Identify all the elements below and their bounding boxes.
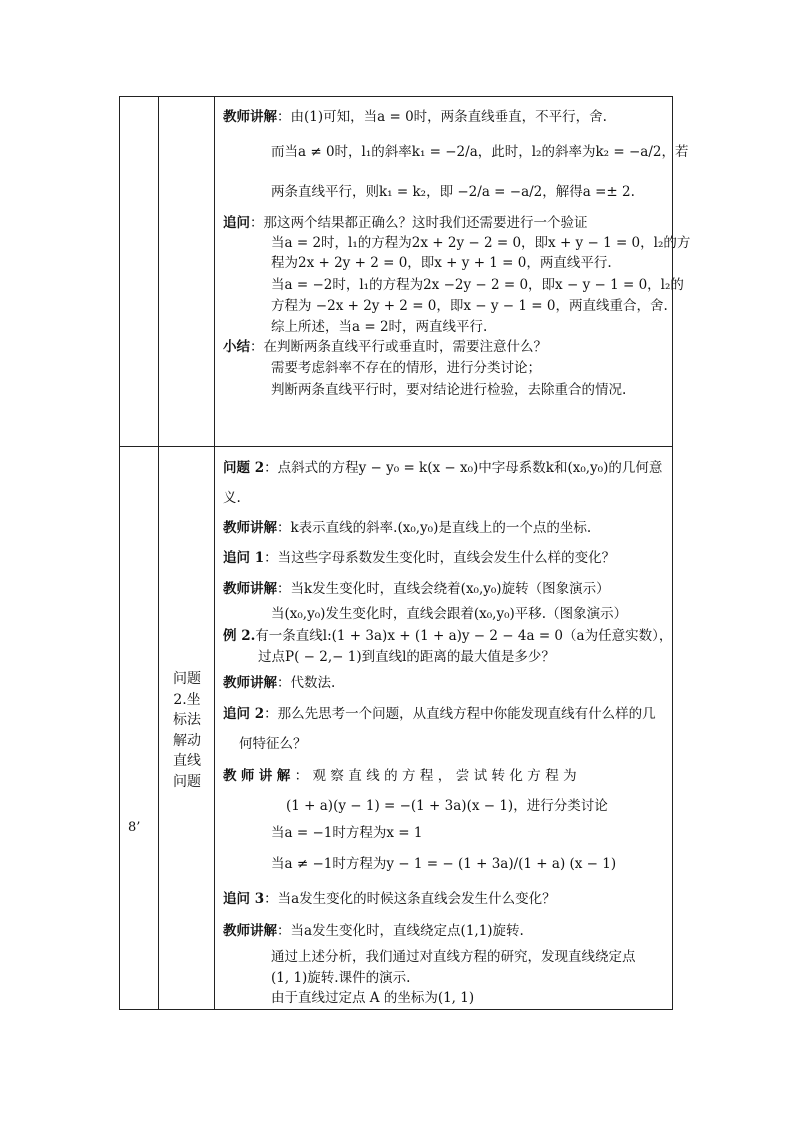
- text-line: 例 2.有一条直线l:(1 + 3a)x + (1 + a)y − 2 − 4a = 0（a为任意实数），: [223, 628, 673, 644]
- text-line: 需要考虑斜率不存在的情形，进行分类讨论；: [271, 360, 541, 376]
- column-divider: [214, 97, 215, 1009]
- text-line: 程为2x + 2y + 2 = 0，即x + y + 1 = 0，两直线平行.: [271, 255, 612, 271]
- text-line: (1 + a)(y − 1) = −(1 + 3a)(x − 1)，进行分类讨论: [286, 798, 608, 814]
- text-line: 当a ≠ −1时方程为y − 1 = − (1 + 3a)/(1 + a) (x − 1): [271, 856, 617, 872]
- text-line: 判断两条直线平行时，要对结论进行检验，去除重合的情况.: [271, 382, 627, 398]
- topic-line: 直线: [173, 753, 201, 769]
- text-line: 小结：在判断两条直线平行或垂直时，需要注意什么？: [223, 339, 547, 355]
- text-line: 追问 2：那么先思考一个问题，从直线方程中你能发现直线有什么样的几: [223, 706, 656, 722]
- text-line: 教师讲解：代数法.: [223, 675, 336, 691]
- text-line: 当a = −2时，l₁的方程为2x −2y − 2 = 0，即x − y − 1 = 0，l₂的: [271, 277, 684, 293]
- text-line: 何特征么？: [239, 736, 307, 752]
- lesson-table: [119, 96, 691, 1010]
- text-line: 追问 3：当a发生变化的时候这条直线会发生什么变化？: [223, 891, 556, 907]
- text-line: 教师讲解：由(1)可知，当a = 0时，两条直线垂直，不平行，舍.: [223, 109, 607, 125]
- topic-line: 问题: [173, 671, 201, 687]
- text-line: 问题 2：点斜式的方程y − y₀ = k(x − x₀)中字母系数k和(x₀,y₀)的几何意: [223, 460, 663, 476]
- text-line: 方程为 −2x + 2y + 2 = 0，即x − y − 1 = 0，两直线重合，舍.: [271, 298, 668, 314]
- text-line: (1, 1)旋转.课件的演示.: [271, 970, 411, 986]
- text-line: 教师讲解：当k发生变化时，直线会绕着(x₀,y₀)旋转（图象演示）: [223, 581, 610, 597]
- text-line: 过点P( − 2,− 1)到直线l的距离的最大值是多少？: [258, 649, 555, 665]
- text-line: 教师讲解：当a发生变化时，直线绕定点(1,1)旋转.: [223, 923, 524, 939]
- text-line: 当(x₀,y₀)发生变化时，直线会跟着(x₀,y₀)平移.（图象演示）: [271, 606, 628, 622]
- column-divider: [158, 97, 159, 1009]
- topic-line: 问题: [173, 773, 201, 790]
- text-line: 当a = 2时，l₁的方程为2x + 2y − 2 = 0，即x + y − 1 = 0，l₂的方: [271, 235, 691, 251]
- topic-line: 标法: [173, 712, 201, 728]
- text-line: 教师讲解：观察直线的方程，尝试转化方程为: [223, 768, 582, 784]
- text-line: 义.: [223, 490, 241, 506]
- text-line: 综上所述，当a = 2时，两直线平行.: [271, 319, 488, 335]
- text-line: 通过上述分析，我们通过对直线方程的研究，发现直线绕定点: [271, 949, 636, 965]
- text-line: 教师讲解：k表示直线的斜率.(x₀,y₀)是直线上的一个点的坐标.: [223, 520, 592, 536]
- text-line: 而当a ≠ 0时，l₁的斜率k₁ = −2/a，此时，l₂的斜率为k₂ = −a/2，若: [271, 144, 689, 160]
- text-line: 由于直线过定点 A 的坐标为(1, 1): [271, 990, 475, 1006]
- topic-line: 2.坐: [173, 691, 201, 708]
- time-cell: 8’: [128, 820, 141, 835]
- text-line: 追问：那这两个结果都正确么？这时我们还需要进行一个验证: [223, 215, 588, 231]
- text-line: 追问 1：当这些字母系数发生变化时，直线会发生什么样的变化？: [223, 550, 616, 566]
- text-line: 当a = −1时方程为x = 1: [271, 825, 423, 841]
- topic-line: 解动: [173, 732, 201, 749]
- topic-cell: [162, 669, 212, 792]
- row-divider: [120, 446, 672, 447]
- text-line: 两条直线平行，则k₁ = k₂，即 −2/a = −a/2，解得a =± 2.: [271, 184, 635, 200]
